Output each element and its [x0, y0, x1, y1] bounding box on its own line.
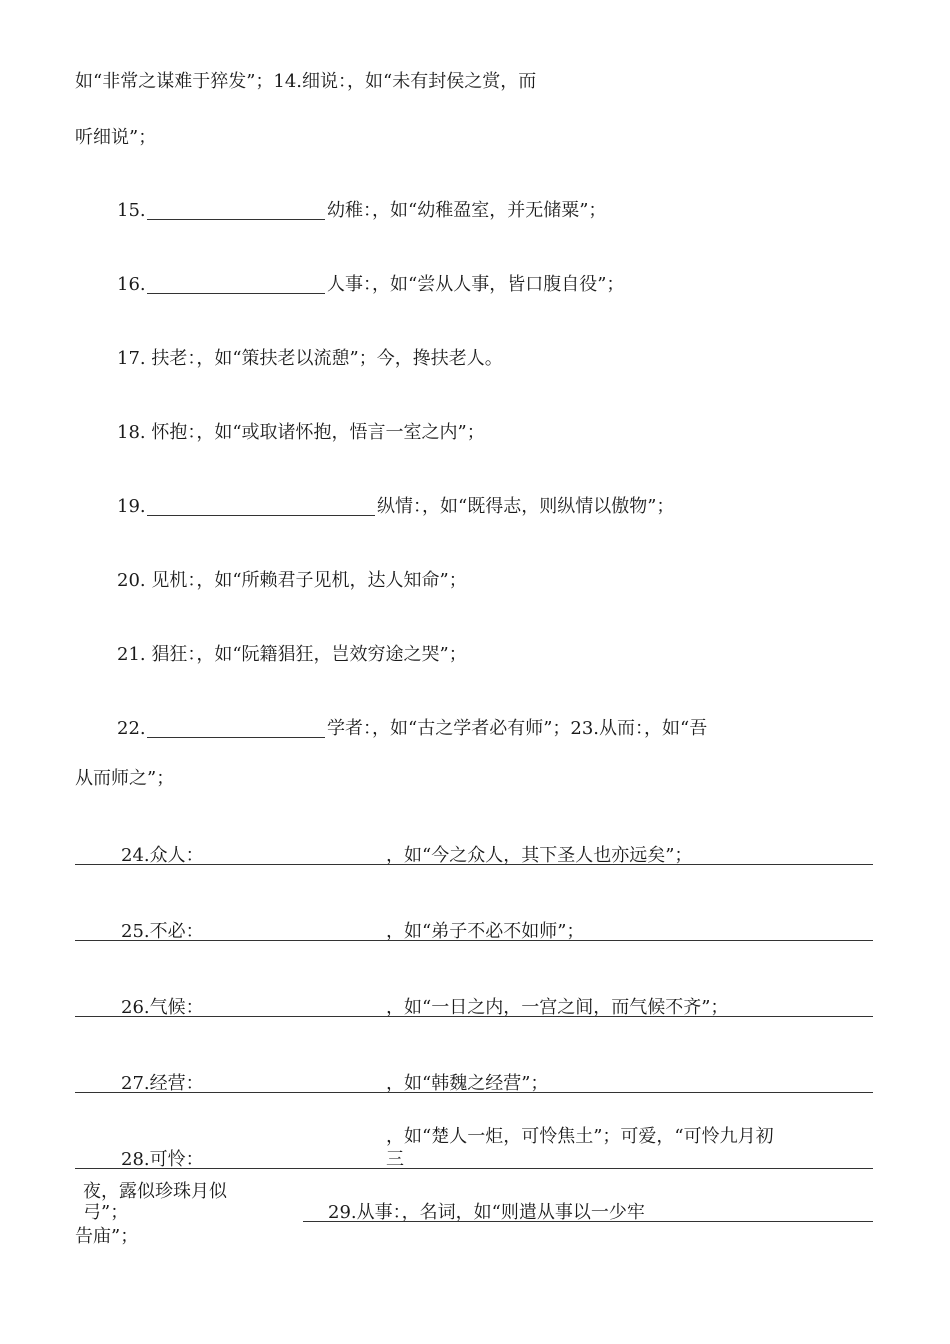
- item-29-continuation: 告庙”；: [75, 1226, 139, 1247]
- line-1: 如“非常之谋难于猝发”；14.细说：，如“未有封侯之赏，而: [75, 71, 537, 92]
- item-19-blank[interactable]: [147, 515, 375, 516]
- item-16-number: 16.: [117, 274, 146, 295]
- item-15-text: 幼稚：，如“幼稚盈室，并无储粟”；: [327, 200, 607, 221]
- item-25-text: ，如“弟子不必不如师”；: [386, 921, 585, 942]
- item-25-label: 25.不必：: [121, 921, 204, 942]
- item-22-blank[interactable]: [147, 737, 325, 738]
- item-28-text-wrap: 三: [386, 1149, 404, 1170]
- item-28-rule: [75, 1168, 873, 1169]
- item-24-rule: [75, 864, 873, 865]
- item-24-text: ，如“今之众人，其下圣人也亦远矣”；: [386, 845, 693, 866]
- item-22-number: 22.: [117, 718, 146, 739]
- item-15-blank[interactable]: [147, 219, 325, 220]
- item-22-text: 学者：，如“古之学者必有师”；23.从而：，如“吾: [327, 718, 708, 739]
- item-27-text: ，如“韩魏之经营”；: [386, 1073, 549, 1094]
- item-26-label: 26.气候：: [121, 997, 204, 1018]
- item-26-text: ，如“一日之内，一宫之间，而气候不齐”；: [386, 997, 729, 1018]
- item-28-continuation-1: 夜，露似珍珠月似: [83, 1181, 227, 1202]
- item-22-continuation: 从而师之”；: [75, 768, 175, 789]
- item-20: 20. 见机：，如“所赖君子见机，达人知命”；: [117, 570, 467, 591]
- item-17: 17. 扶老：，如“策扶老以流憩”；今，搀扶老人。: [117, 348, 503, 369]
- item-25-rule: [75, 940, 873, 941]
- item-15-number: 15.: [117, 200, 146, 221]
- item-29-rule: [303, 1221, 873, 1222]
- item-21: 21. 猖狂：，如“阮籍猖狂，岂效穷途之哭”；: [117, 644, 467, 665]
- item-18: 18. 怀抱：，如“或取诸怀抱，悟言一室之内”；: [117, 422, 485, 443]
- item-19-number: 19.: [117, 496, 146, 517]
- item-28-text: ，如“楚人一炬，可怜焦土”；可爱，“可怜九月初: [386, 1126, 774, 1147]
- item-24-label: 24.众人：: [121, 845, 204, 866]
- item-27-label: 27.经营：: [121, 1073, 204, 1094]
- line-2: 听细说”；: [75, 127, 157, 148]
- item-19-text: 纵情：，如“既得志，则纵情以傲物”；: [377, 496, 675, 517]
- item-28-label: 28.可怜：: [121, 1149, 204, 1170]
- item-27-rule: [75, 1092, 873, 1093]
- item-16-text: 人事：，如“尝从人事，皆口腹自役”；: [327, 274, 625, 295]
- item-29-text: 29.从事：，名词，如“则遣从事以一少牢: [328, 1202, 645, 1223]
- item-16-blank[interactable]: [147, 293, 325, 294]
- item-28-continuation-2: 弓”；: [83, 1202, 129, 1223]
- item-26-rule: [75, 1016, 873, 1017]
